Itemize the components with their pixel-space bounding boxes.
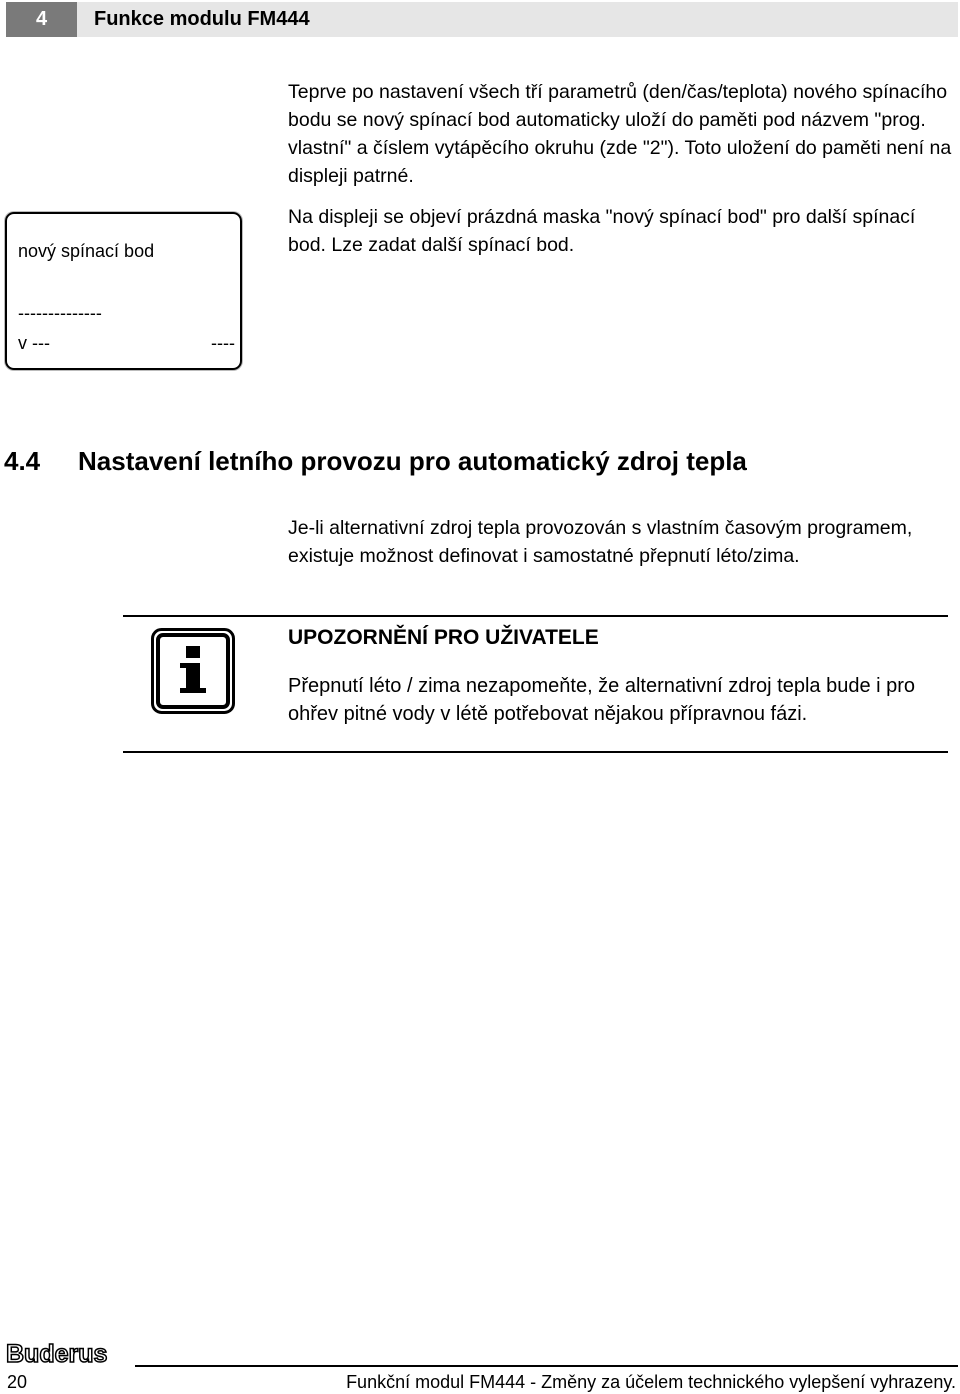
chapter-number: 4 <box>6 2 77 37</box>
display-screen <box>5 212 242 370</box>
paragraph-empty-mask: Na displeji se objeví prázdná maska "nový spínací bod" pro další spínací bod. Lze zadat další spínací bod. <box>288 206 916 256</box>
display-line-dashes: -------------- <box>18 303 102 323</box>
page-number: 20 <box>7 1372 28 1392</box>
section-number: 4.4 <box>4 446 41 476</box>
notice-top-rule <box>123 615 948 617</box>
display-line-time: ---- <box>211 333 235 353</box>
chapter-title: Funkce modulu FM444 <box>94 8 310 30</box>
footer-text: Funkční modul FM444 - Změny za účelem technického vylepšení vyhrazeny. <box>346 1372 956 1392</box>
notice-bottom-rule <box>123 751 948 753</box>
display-line-day: v --- <box>18 333 50 353</box>
section-body: Je-li alternativní zdroj tepla provozován s vlastním časovým programem, existuje možnost definovat i samostatné přepnutí léto/zima. <box>288 517 913 567</box>
display-line-title: nový spínací bod <box>18 241 155 261</box>
info-icon <box>151 628 235 714</box>
brand-logo: Buderus <box>6 1340 108 1368</box>
chapter-header <box>6 2 958 37</box>
notice-text: Přepnutí léto / zima nezapomeňte, že alternativní zdroj tepla bude i pro ohřev pitné vody v létě potřebovat nějakou přípravnou fázi. <box>288 675 916 725</box>
section-title: Nastavení letního provozu pro automatický zdroj tepla <box>78 446 747 476</box>
notice-title: UPOZORNĚNÍ PRO UŽIVATELE <box>288 626 599 649</box>
paragraph-save-info: Teprve po nastavení všech tří parametrů (den/čas/teplota) nového spínacího bodu se nový spínací bod automaticky uloží do paměti pod názvem "prog. vlastní" a číslem vytápěcího okruhu (zde "2"). Toto uložení do paměti není na displeji patrné. <box>288 81 952 187</box>
footer-rule <box>135 1365 958 1367</box>
section-heading <box>4 446 747 477</box>
